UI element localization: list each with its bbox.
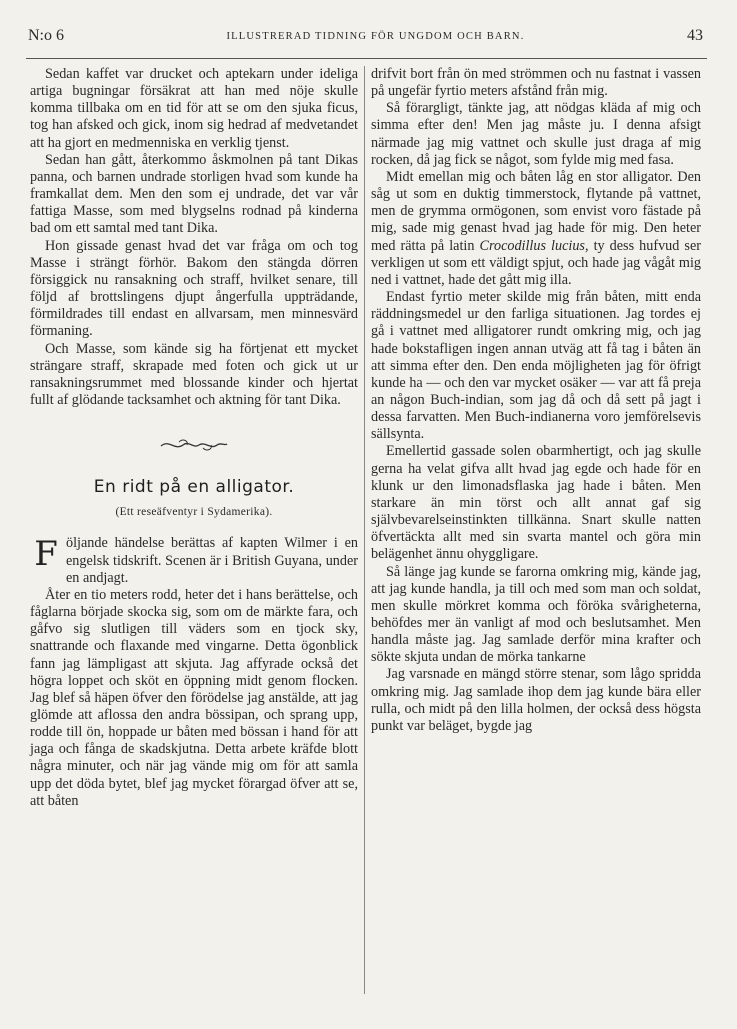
paragraph: Jag varsnade en mängd större stenar, som lågo spridda omkring mig. Jag samlade ihop dem jag kunde bära eller rulla, och midt på den lilla holmen, der också dess högsta punkt var beläget, bygde jag — [371, 666, 701, 734]
column-divider — [364, 66, 365, 994]
paragraph: drifvit bort från ön med strömmen och nu fastnat i vassen på ungefär fyrtio meters afstånd från mig. — [371, 66, 701, 100]
paragraph: Åter en tio meters rodd, heter det i hans berättelse, och fåglarna började skocka sig, som om de märkte fara, och gåfvo sig slutligen till väders som en tjock sky, snattrande och flaxande med vingarne. Detta ögonblick fann jag lämpligast att skjuta. Jag affyrade också det högra loppet och sköt en öppning midt genom flocken. Jag blef så häpen öfver den förödelse jag anstälde, att jag glömde att aflossa den andra bössipan, och sprang upp, rodde till ön, hoppade ur båten med bössan i hand för att jaga och fånga de skadskjutna. Detta arbete kräfde blott några minuter, och när jag vände mig om för att samla upp det döda bytet, blef jag mycket förargad öfver att se, att båten — [30, 586, 358, 809]
paragraph: Så förargligt, tänkte jag, att nödgas kläda af mig och simma efter den! Men jag måste ju. I denna afsigt närmade jag mig vattnet och skulle just draga af mig rocken, då jag fick se något, som fylde mig med fasa. — [371, 100, 701, 168]
paragraph-text: , ty dess hufvud ser verkligen ut som ett väldigt spjut, och hade jag vågåt mig ned i vattnet, hade det gått mig illa. — [371, 237, 701, 288]
paragraph: öljande händelse berättas af kapten Wilmer i en engelsk tidskrift. Scenen är i British Guyana, under en andjagt. — [66, 535, 358, 586]
paragraph: Sedan kaffet var drucket och aptekarn under ideliga artiga bugningar försäkrat att han med nöje skulle komma tillbaka om en tid för att se om den sjuka ficus, tog han afsked och gick, inom sig hedrad af medvetandet att ha gjort en medmenniska en verklig tjenst. — [30, 66, 358, 151]
paragraph-text: Midt emellan mig och båten låg en stor alligator. Den såg ut som en duktig timmerstock, flytande på vattnet, men de grymma ormögonen, som envist voro fästade på mig, sade mig genast hvad jag hade för mig. Den heter med rätta på latin — [371, 168, 701, 254]
paragraph: Emellertid gassade solen obarmhertigt, och jag skulle gerna ha velat gifva allt hvad jag egde och hade för en klunk ur den limonadsflaska jag hade i båten. Men starkare än min törst och allt annat gaf sig självbevarelseinstinkten tillkänna. Snart skulle natten öfvertäckta allt med sin svarta mantel och göra min belägenhet ännu ohyggligare. — [371, 443, 701, 563]
paragraph: Så länge jag kunde se farorna omkring mig, kände jag, att jag kunde handla, ja till och med som man och soldat, men skulle mörkret komma och föröka svårigheterna, behöfdes mer än vanligt af mod och beslutsamhet. Men handla måste jag. Jag samlade derför mina krafter och sökte skjuta undan de mörka tankarne — [371, 563, 701, 666]
article-title: En ridt på en alligator. — [93, 477, 295, 498]
paragraph: Och Masse, som kände sig ha förtjenat ett mycket strängare straff, skrapade med foten och gick ut ur ransakningsrummet med blossande kinder och hjertat fullt af glödande tacksamhet och aktning för tant Dika. — [30, 340, 358, 408]
paragraph — [371, 169, 701, 289]
right-column — [371, 66, 701, 735]
page-number: 43 — [687, 27, 703, 44]
header-rule — [26, 58, 707, 59]
paragraph: Hon gissade genast hvad det var fråga om och tog Masse i strängt förhör. Bakom den stängda dörren försiggick nu ransakning och straff, hvilket senare, till följd af brottslingens djupt ångerfulla uppträdande, förmildrades till endast en allvarsam, men minnesvärd förmaning. — [30, 237, 358, 340]
article-intro — [30, 535, 358, 586]
left-column — [30, 66, 358, 810]
issue-number: N:o 6 — [28, 27, 64, 44]
publication-title: ILLUSTRERAD TIDNING FÖR UNGDOM OCH BARN. — [226, 30, 525, 42]
paragraph: Sedan han gått, återkommo åskmolnen på tant Dikas panna, och barnen undrade storligen hvad som kunde ha framkallat dem. Men den som ej undrade, det var vår fattiga Masse, som med blygselns rodnad på kinderna bad om ett samtal med tant Dika. — [30, 151, 358, 237]
flourish-icon — [159, 437, 229, 453]
latin-name: Crocodillus lucius — [479, 237, 585, 254]
page-header — [28, 24, 703, 48]
paragraph: Endast fyrtio meter skilde mig från båten, mitt enda räddningsmedel ur den farliga situationen. Jag tordes ej gå i vattnet med alligatorer rundt omkring mig, och jag hade bokstafligen ingen annan utväg att få tag i båten än att simma efter den. Den enda möjligheten jag för öfrigt kunde ha — och den var mycket osäker — var att få preja an någon Buch-indian, som jag då och då sett på jagt i dessa farvatten. Men Buch-indianerna voro jemförelsevis sällsynta. — [371, 289, 701, 443]
ornament-divider — [30, 437, 358, 453]
drop-cap: F — [34, 534, 58, 575]
article-subtitle: (Ett reseäfventyr i Sydamerika). — [115, 506, 273, 519]
